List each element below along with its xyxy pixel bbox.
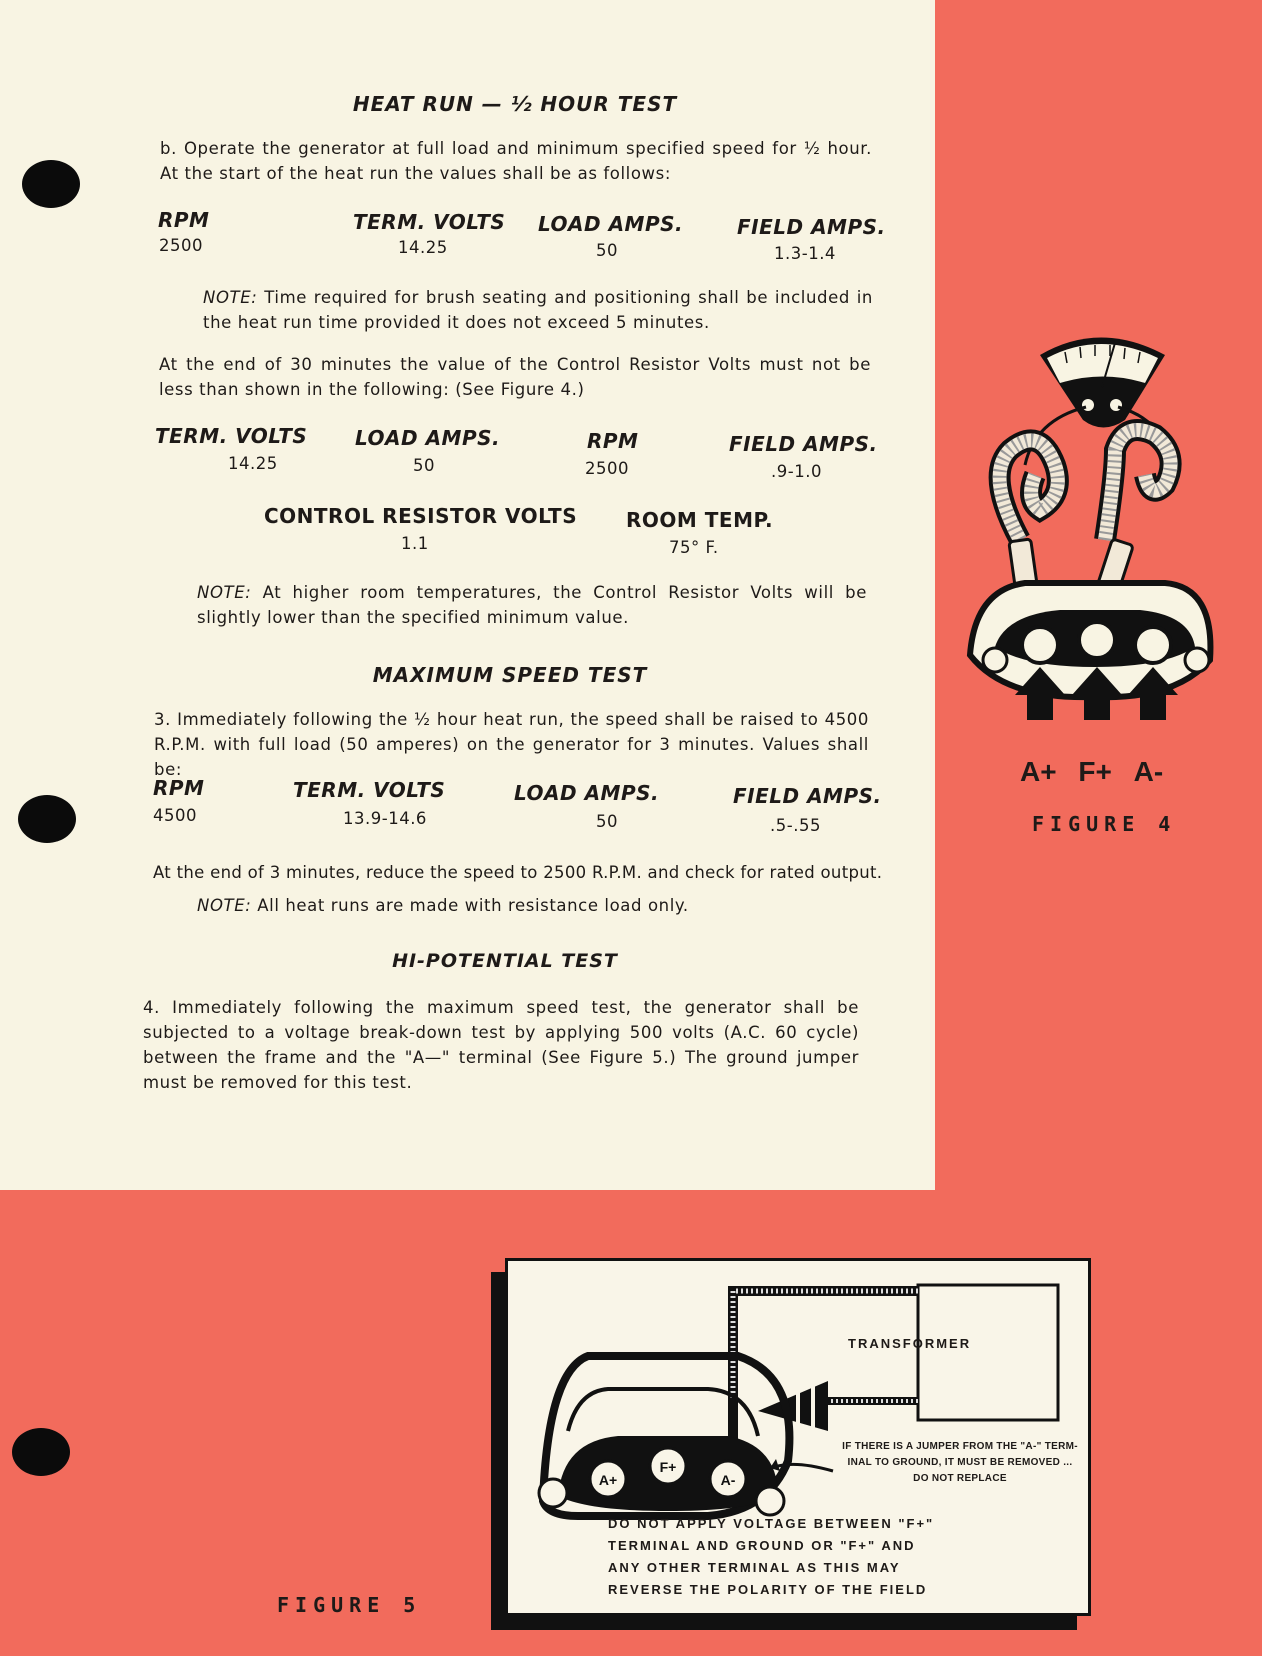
paragraph-end-30-minutes: At the end of 30 minutes the value of the Control Resistor Volts must not be less than shown in the following: (See Figure 4.) xyxy=(159,355,871,399)
section-title-maximum-speed: MAXIMUM SPEED TEST xyxy=(372,663,648,687)
paragraph-after-3-minutes: At the end of 3 minutes, reduce the speed to 2500 R.P.M. and check for rated output. xyxy=(153,863,883,882)
warning-line: DO NOT APPLY VOLTAGE BETWEEN "F+" xyxy=(608,1516,935,1531)
paragraph-3: 3. Immediately following the ½ hour heat run, the speed shall be raised to 4500 R.P.M. with full load (50 amperes) on the generator for 3 minutes. Values shall be: xyxy=(154,710,869,779)
table-header: ROOM TEMP. xyxy=(626,508,774,532)
table-cell: 1.3-1.4 xyxy=(774,244,836,263)
table-header: CONTROL RESISTOR VOLTS xyxy=(264,504,578,528)
table-header: FIELD AMPS. xyxy=(733,784,882,808)
transformer-label: TRANSFORMER xyxy=(848,1336,972,1351)
fig5-terminal-f-plus: F+ xyxy=(659,1459,677,1475)
paragraph-b: b. Operate the generator at full load and minimum specified speed for ½ hour. At the start of the heat run the values shall be as follows: xyxy=(160,139,872,183)
table-cell: 13.9-14.6 xyxy=(343,809,427,828)
table-header: RPM xyxy=(153,776,205,800)
note-room-temperature xyxy=(197,580,867,630)
paragraph-4: 4. Immediately following the maximum speed test, the generator shall be subjected to a voltage break-down test by applying 500 volts (A.C. 60 cycle) between the frame and the "A—" terminal (See Figure 5.) The ground jumper must be removed for this test. xyxy=(143,998,859,1092)
table-cell: 75° F. xyxy=(669,538,719,557)
table-header: FIELD AMPS. xyxy=(729,432,878,456)
warning-line: TERMINAL AND GROUND OR "F+" AND xyxy=(608,1538,916,1553)
terminal-label-f-plus: F+ xyxy=(1078,756,1112,787)
note-text: At higher room temperatures, the Control Resistor Volts will be slightly lower than the specified minimum value. xyxy=(197,583,867,627)
table-cell: 2500 xyxy=(585,459,629,478)
table-cell: 50 xyxy=(413,456,435,475)
table-cell: 1.1 xyxy=(401,534,429,553)
table-header: TERM. VOLTS xyxy=(353,210,506,234)
voltage-warning xyxy=(608,1513,968,1601)
table-header: TERM. VOLTS xyxy=(293,778,446,802)
table-header: TERM. VOLTS xyxy=(155,424,308,448)
warning-line: REVERSE THE POLARITY OF THE FIELD xyxy=(608,1582,928,1597)
table-header: FIELD AMPS. xyxy=(737,215,886,239)
table-cell: 2500 xyxy=(159,236,203,255)
jumper-note xyxy=(840,1439,1080,1487)
note-text: Time required for brush seating and positioning shall be included in the heat run time provided it does not exceed 5 minutes. xyxy=(203,288,873,332)
table-cell: 14.25 xyxy=(398,238,448,257)
punch-hole xyxy=(18,795,76,843)
punch-hole xyxy=(22,160,80,208)
fig5-terminal-a-plus: A+ xyxy=(598,1472,618,1488)
figure-4-illustration xyxy=(965,325,1220,790)
figure-4-terminal-labels xyxy=(1020,756,1163,788)
jumper-note-line: INAL TO GROUND, IT MUST BE REMOVED ... xyxy=(847,1457,1073,1468)
table-cell: 4500 xyxy=(153,806,197,825)
table-header: LOAD AMPS. xyxy=(538,212,684,236)
terminal-label-a-minus: A- xyxy=(1133,756,1164,787)
terminal-label-a-plus: A+ xyxy=(1020,756,1057,787)
table-header: RPM xyxy=(158,208,210,232)
note-label: NOTE: xyxy=(203,288,258,307)
table-cell: 50 xyxy=(596,812,618,831)
note-resistance-load xyxy=(197,893,867,918)
jumper-note-line: DO NOT REPLACE xyxy=(913,1473,1007,1484)
table-cell: 14.25 xyxy=(228,454,278,473)
section-title-heat-run: HEAT RUN — ½ HOUR TEST xyxy=(352,92,678,116)
punch-hole xyxy=(12,1428,70,1476)
figure-5-caption: FIGURE 5 xyxy=(277,1593,422,1617)
note-brush-seating xyxy=(203,285,873,335)
table-header: LOAD AMPS. xyxy=(355,426,501,450)
note-label: NOTE: xyxy=(197,896,252,915)
figure-5-diagram xyxy=(505,1258,1091,1616)
warning-line: ANY OTHER TERMINAL AS THIS MAY xyxy=(608,1560,901,1575)
section-title-hi-potential: HI-POTENTIAL TEST xyxy=(392,950,618,972)
note-text: All heat runs are made with resistance load only. xyxy=(257,896,689,915)
table-cell: 50 xyxy=(596,241,618,260)
table-header: RPM xyxy=(587,429,639,453)
table-header: LOAD AMPS. xyxy=(514,781,660,805)
fig5-terminal-a-minus: A- xyxy=(720,1472,736,1488)
note-label: NOTE: xyxy=(197,583,252,602)
figure-4-caption: FIGURE 4 xyxy=(1032,812,1177,836)
table-cell: .5-.55 xyxy=(770,816,821,835)
table-cell: .9-1.0 xyxy=(771,462,822,481)
jumper-note-line: IF THERE IS A JUMPER FROM THE "A-" TERM- xyxy=(842,1441,1078,1452)
